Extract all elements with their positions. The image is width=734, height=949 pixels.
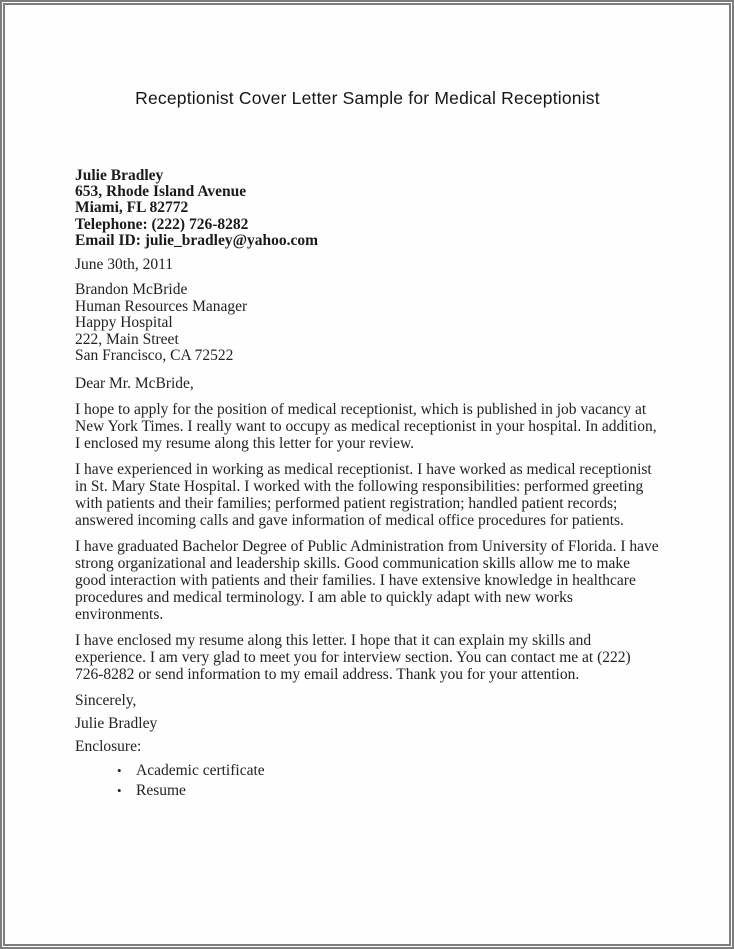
sender-block [75, 168, 660, 249]
enclosure-label: Enclosure: [75, 737, 142, 755]
page-title: Receptionist Cover Letter Sample for Medical Receptionist [135, 88, 600, 108]
sender-street: 653, Rhode Island Avenue [75, 183, 247, 201]
enclosure-item [117, 781, 660, 802]
signoff: Sincerely, [75, 691, 137, 709]
sender-city: Miami, FL 82772 [75, 199, 189, 217]
recipient-job-title: Human Resources Manager [75, 297, 248, 315]
bullet-icon: • [117, 783, 122, 799]
sender-telephone: Telephone: (222) 726-8282 [75, 215, 249, 233]
letter-content [5, 88, 729, 802]
bullet-icon: • [117, 762, 122, 778]
date-line: June 30th, 2011 [75, 256, 174, 274]
sender-name: Julie Bradley [75, 167, 164, 184]
enclosure-item-label: Resume [136, 782, 186, 800]
recipient-city: San Francisco, CA 72522 [75, 347, 234, 365]
enclosure-list [75, 761, 660, 802]
recipient-street: 222, Main Street [75, 330, 179, 348]
body-paragraph: I have experienced in working as medical receptionist. I have worked as medical receptionist in St. Mary State Hospital. I worked with the following responsibilities: performed greeting with patients and their families; performed patient registration; handled patient records; answered incoming calls and gave information of medical office procedures for patients. [75, 460, 652, 529]
sender-email: Email ID: julie_bradley@yahoo.com [75, 231, 319, 249]
recipient-company: Happy Hospital [75, 314, 173, 332]
enclosure-item [117, 761, 660, 782]
signature-name: Julie Bradley [75, 714, 158, 732]
body-paragraph: I have enclosed my resume along this letter. I hope that it can explain my skills and experience. I am very glad to meet you for interview section. You can contact me at (222) 726-8282 or send information to my email address. Thank you for your attention. [75, 631, 631, 683]
recipient-name: Brandon McBride [75, 281, 188, 299]
enclosure-item-label: Academic certificate [136, 761, 265, 779]
salutation: Dear Mr. McBride, [75, 374, 194, 392]
recipient-block [75, 282, 660, 365]
body-paragraph: I have graduated Bachelor Degree of Public Administration from University of Florida. I have strong organizational and leadership skills. Good communication skills allow me to make good interaction with patients and their families. I have extensive knowledge in healthcare procedures and medical terminology. I am able to quickly adapt with new works environments. [75, 537, 659, 623]
body-paragraph: I hope to apply for the position of medical receptionist, which is published in job vacancy at New York Times. I really want to occupy as medical receptionist in your hospital. In addition, I enclosed my resume along this letter for your review. [75, 400, 657, 452]
